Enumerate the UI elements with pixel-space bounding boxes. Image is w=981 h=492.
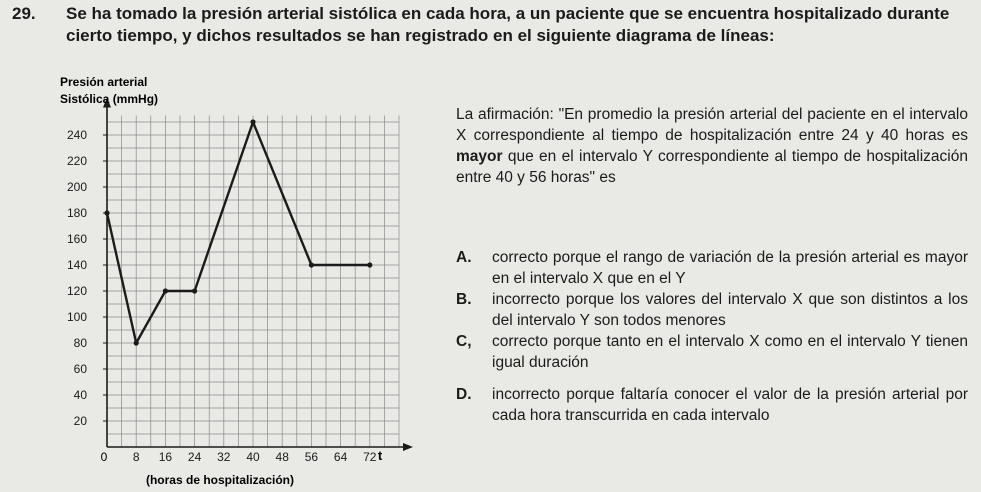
x-tick-label: 48 xyxy=(275,450,289,464)
option-b-text: incorrecto porque los valores del intervalo X que son distintos a los del intervalo Y son todos menores xyxy=(492,291,968,329)
y-tick-label: 20 xyxy=(73,414,87,428)
option-b-letter: B. xyxy=(456,291,472,308)
y-tick-label: 120 xyxy=(66,284,87,298)
y-tick-label: 140 xyxy=(66,258,87,272)
y-tick-label: 220 xyxy=(66,154,87,168)
y-tick-label: 80 xyxy=(73,336,87,350)
option-b[interactable] xyxy=(456,289,968,331)
origin-label: 0 xyxy=(100,450,108,464)
y-tick-label: 40 xyxy=(73,388,87,402)
y-tick-label: 60 xyxy=(73,362,87,376)
chart-ticks xyxy=(67,128,377,464)
statement xyxy=(456,104,968,188)
line-chart xyxy=(0,0,460,492)
x-tick-label: 32 xyxy=(217,450,231,464)
data-point xyxy=(250,119,255,124)
chart-axes xyxy=(103,98,413,452)
option-d-letter: D. xyxy=(456,386,472,403)
y-tick-label: 240 xyxy=(66,128,87,142)
statement-emphasis: mayor xyxy=(456,148,503,165)
x-axis-symbol: t xyxy=(377,448,383,463)
option-d-text: incorrecto porque faltaría conocer el valor de la presión arterial por cada hora transcurrida en cada intervalo xyxy=(492,386,968,424)
data-point xyxy=(367,262,372,267)
y-axis-label-line2: Sistólica (mmHg) xyxy=(60,92,159,106)
option-a[interactable] xyxy=(456,247,968,289)
x-tick-label: 64 xyxy=(333,450,348,464)
x-tick-label: 40 xyxy=(246,450,260,464)
y-tick-label: 180 xyxy=(66,206,87,220)
x-axis-label: (horas de hospitalización) xyxy=(145,473,295,487)
y-tick-label: 160 xyxy=(66,232,87,246)
option-c-text: correcto porque tanto en el intervalo X como en el intervalo Y tienen igual duración xyxy=(492,333,968,371)
option-c[interactable] xyxy=(456,331,968,373)
data-point xyxy=(163,288,168,293)
option-a-letter: A. xyxy=(456,249,472,266)
data-point xyxy=(134,340,139,345)
data-point xyxy=(192,288,197,293)
x-tick-label: 8 xyxy=(132,450,140,464)
y-axis-label-line1: Presión arterial xyxy=(60,75,148,89)
statement-part1: La afirmación: "En promedio la presión arterial del paciente en el intervalo X correspondiente al tiempo de hospitalización entre 24 y 40 horas es xyxy=(456,106,968,144)
data-point xyxy=(104,210,109,215)
x-tick-label: 24 xyxy=(187,450,202,464)
data-point xyxy=(309,262,314,267)
y-tick-label: 200 xyxy=(66,180,87,194)
option-d[interactable] xyxy=(456,384,968,447)
x-tick-label: 72 xyxy=(363,450,377,464)
option-a-text: correcto porque el rango de variación de la presión arterial es mayor en el intervalo X que en el Y xyxy=(492,249,968,287)
y-tick-label: 100 xyxy=(66,310,87,324)
question-number: 29. xyxy=(12,4,36,23)
option-c-letter: C, xyxy=(456,333,472,350)
x-axis-arrow xyxy=(403,443,413,451)
statement-part2: que en el intervalo Y correspondiente al tiempo de hospitalización entre 40 y 56 horas" es xyxy=(456,148,968,186)
question-stem: Se ha tomado la presión arterial sistólica en cada hora, a un paciente que se encuentra hospitalizado durante cierto tiempo, y dichos resultados se han registrado en el siguiente diagrama de líneas: xyxy=(66,4,950,45)
x-tick-label: 16 xyxy=(158,450,173,464)
chart-grid xyxy=(107,116,399,448)
x-tick-label: 56 xyxy=(304,450,319,464)
